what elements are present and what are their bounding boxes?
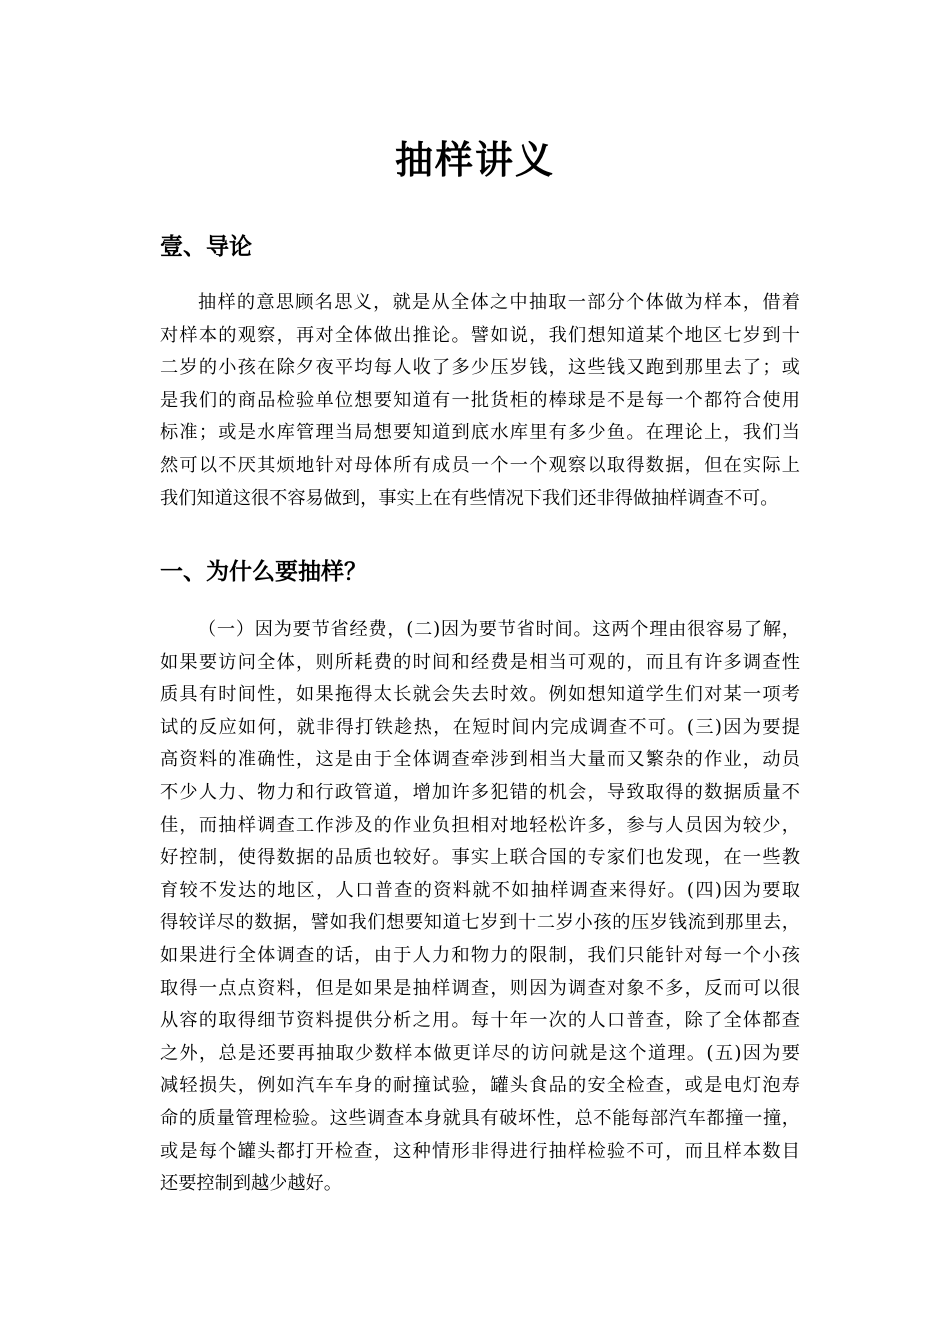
text-line: （一）因为要节省经费，(二)因为要节省时间。这两个理由很容易了解， [198, 619, 800, 640]
text-line: 好控制，使得数据的品质也较好。事实上联合国的专家们也发现，在一些教 [160, 847, 800, 869]
text-line: 如果进行全体调查的话，由于人力和物力的限制，我们只能针对每一个小孩 [160, 944, 800, 966]
text-line: 质具有时间性，如果拖得太长就会失去时效。例如想知道学生们对某一项考 [160, 684, 800, 706]
introduction-paragraph [160, 287, 800, 515]
text-line: 抽样的意思顾名思义，就是从全体之中抽取一部分个体做为样本，借着 [198, 292, 800, 313]
section-heading-why-sample: 一、为什么要抽样？ [160, 559, 367, 585]
text-line: 是我们的商品检验单位想要知道有一批货柜的棒球是不是每一个都符合使用 [160, 389, 800, 411]
text-line: 标准；或是水库管理当局想要知道到底水库里有多少鱼。在理论上，我们当 [160, 422, 800, 444]
text-line: 如果要访问全体，则所耗费的时间和经费是相当可观的，而且有许多调查性 [160, 651, 800, 673]
document-title: 抽样讲义 [394, 138, 555, 182]
text-line: 佳，而抽样调查工作涉及的作业负担相对地轻松许多，参与人员因为较少， [160, 814, 800, 836]
text-line: 命的质量管理检验。这些调查本身就具有破坏性，总不能每部汽车都撞一撞， [160, 1107, 800, 1129]
text-line: 然可以不厌其烦地针对母体所有成员一个一个观察以取得数据，但在实际上 [160, 454, 800, 476]
text-line: 不少人力、物力和行政管道，增加许多犯错的机会，导致取得的数据质量不 [160, 781, 800, 803]
why-sample-paragraph [160, 614, 800, 1201]
text-line: 试的反应如何，就非得打铁趁热，在短时间内完成调查不可。(三)因为要提 [160, 716, 800, 738]
text-line: 取得一点点资料，但是如果是抽样调查，则因为调查对象不多，反而可以很 [160, 977, 800, 999]
section-heading-introduction: 壹、导论 [160, 234, 252, 260]
text-line: 对样本的观察，再对全体做出推论。譬如说，我们想知道某个地区七岁到十 [160, 324, 800, 346]
text-line: 我们知道这很不容易做到，事实上在有些情况下我们还非得做抽样调查不可。 [160, 487, 779, 509]
text-line: 得较详尽的数据，譬如我们想要知道七岁到十二岁小孩的压岁钱流到那里去， [160, 912, 800, 934]
text-line: 从容的取得细节资料提供分析之用。每十年一次的人口普查，除了全体都查 [160, 1010, 800, 1032]
text-line: 或是每个罐头都打开检查，这种情形非得进行抽样检验不可，而且样本数目 [160, 1140, 800, 1162]
text-line: 之外，总是还要再抽取少数样本做更详尽的访问就是这个道理。(五)因为要 [160, 1042, 800, 1064]
text-line: 还要控制到越少越好。 [160, 1173, 342, 1195]
text-line: 育较不发达的地区，人口普查的资料就不如抽样调查来得好。(四)因为要取 [160, 879, 800, 901]
text-line: 高资料的准确性，这是由于全体调查牵涉到相当大量而又繁杂的作业，动员 [160, 749, 800, 771]
text-line: 二岁的小孩在除夕夜平均每人收了多少压岁钱，这些钱又跑到那里去了；或 [160, 357, 800, 379]
text-line: 减轻损失，例如汽车车身的耐撞试验，罐头食品的安全检查，或是电灯泡寿 [160, 1075, 800, 1097]
